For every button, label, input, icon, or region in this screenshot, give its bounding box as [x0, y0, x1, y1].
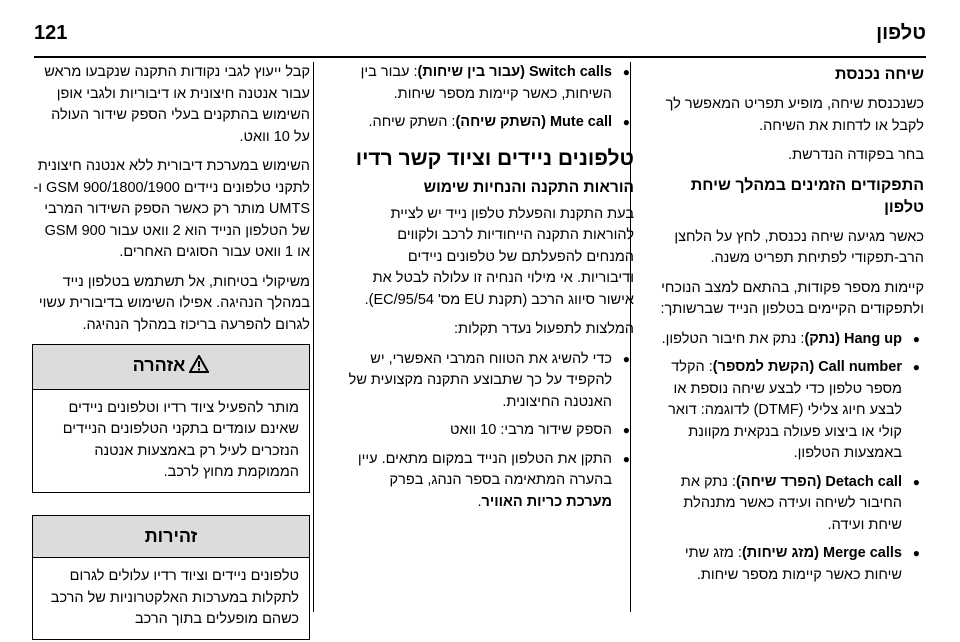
warning-header [33, 345, 309, 390]
list-item: ● Switch calls (עבור בין שיחות): עבור בין השיחות, כאשר קיימות מספר שיחות. [360, 64, 630, 102]
list-item: ● כדי להשיג את הטווח המרבי האפשרי, יש להקפיד על כך שתבוצע התקנה מקצועית של האנטנה החיצונית. [348, 350, 630, 410]
list-item: ● התקן את הטלפון הנייד במקום מתאים. עיין בהערה המתאימה בספר הנהג, בפרק מערכת כריות האוויר. [357, 450, 630, 510]
paragraph: בחר בפקודה הנדרשת. [788, 147, 924, 163]
paragraph: בעת התקנת והפעלת טלפון נייד יש לציית להוראות התקנה הייחודיות לרכב ולקווים המנחים להפעלתם של טלפונים ניידים ודיבוריות. אי מילוי הנחיה זו עלולה לבטל את אישור סיווג הרכב (תקנת EU מס' 95/54/EC). [364, 205, 634, 308]
column-middle [348, 62, 634, 612]
warning-box [32, 344, 310, 493]
recommendation-list [348, 349, 634, 514]
caution-text: טלפונים ניידים וציוד רדיו עלולים לגרום לתקלות במערכות האלקטרוניות של הרכב כשהם מופעלים בתוך הרכב [50, 568, 299, 627]
warning-text: מותר להפעיל ציוד רדיו וטלפונים ניידים שאינם עומדים בתקני הטלפונים הניידים הנזכרים לעיל רק באמצעות אנטנה הממוקמת מחוץ לרכב. [62, 399, 299, 480]
paragraph: כאשר מגיעה שיחה נכנסת, לחץ על הלחצן הרב-תפקודי לפתיחת תפריט משנה. [674, 228, 924, 266]
list-item: ● Hang up (נתק): נתק את חיבור הטלפון. [661, 330, 920, 347]
paragraph: קבל ייעוץ לגבי נקודות התקנה שנקבעו מראש עבור אנטנה חיצונית או דיבוריות ולגבי אופן השימוש בהתקנים בעלי הספק שידור העולה על 10 וואט. [44, 64, 310, 145]
paragraph: המלצות לתפעול נעדר תקלות: [454, 321, 634, 337]
paragraph: משיקולי בטיחות, אל תשתמש בטלפון נייד במהלך הנהיגה. אפילו השימוש בדיבורית עשוי לגרום להפרעה בריכוז במהלך הנהיגה. [38, 273, 310, 333]
paragraph: קיימות מספר פקודות, בהתאם למצב הנוכחי ולתפקודים הקיימים בטלפון הנייד שברשותך: [660, 279, 924, 317]
heading-incoming-call: שיחה נכנסת [835, 66, 924, 83]
warning-triangle-icon [189, 355, 209, 379]
list-item: ● Merge calls (מזג שיחות): מזג שתי שיחות כאשר קיימות מספר שיחות. [684, 545, 920, 583]
function-list [654, 329, 924, 587]
warning-title: אזהרה [132, 355, 186, 375]
list-item: ● הספק שידור מרבי: 10 וואט [450, 422, 630, 438]
page-header [34, 22, 926, 50]
list-item: ● Call number (הקשת למספר): הקלד מספר טלפון כדי לבצע שיחה נוספת או לבצע חיוג צלילי (DTMF) לדוגמה: דואר קולי או ביצוע פעולה בנקאית מקוונת באמצעות הטלפון. [668, 359, 920, 461]
function-list-continued [348, 62, 634, 134]
header-rule [34, 56, 926, 58]
list-item: ● Mute call (השתק שיחה): השתק שיחה. [368, 114, 630, 130]
page-number: 121 [34, 22, 68, 44]
heading-mobile-phones: טלפונים ניידים וציוד קשר רדיו [355, 146, 634, 170]
column-divider [313, 62, 314, 612]
column-left [32, 62, 310, 627]
paragraph: כשנכנסת שיחה, מופיע תפריט המאפשר לך לקבל או לדחות את השיחה. [665, 96, 924, 134]
heading-installation: הוראות התקנה והנחיות שימוש [423, 178, 634, 196]
caution-title: זהירות [33, 516, 309, 559]
list-item: ● Detach call (הפרד שיחה): נתק את החיבור לשיחה ועידה כאשר מתנהלת שיחת ועידה. [680, 473, 920, 533]
caution-box [32, 515, 310, 640]
section-title: טלפון [876, 22, 926, 44]
heading-active-call-functions: התפקודים הזמינים במהלך שיחת טלפון [690, 176, 924, 216]
paragraph: השימוש במערכת דיבורית ללא אנטנה חיצונית לתקני טלפונים ניידים GSM 900/1800/1900 ו-UMTS מותר רק כאשר הספק השידור המרבי של הטלפון הנייד הוא 2 וואט עבור GSM 900 או 1 וואט עבור הסוגים האחרים. [33, 158, 310, 260]
column-right [654, 62, 924, 612]
